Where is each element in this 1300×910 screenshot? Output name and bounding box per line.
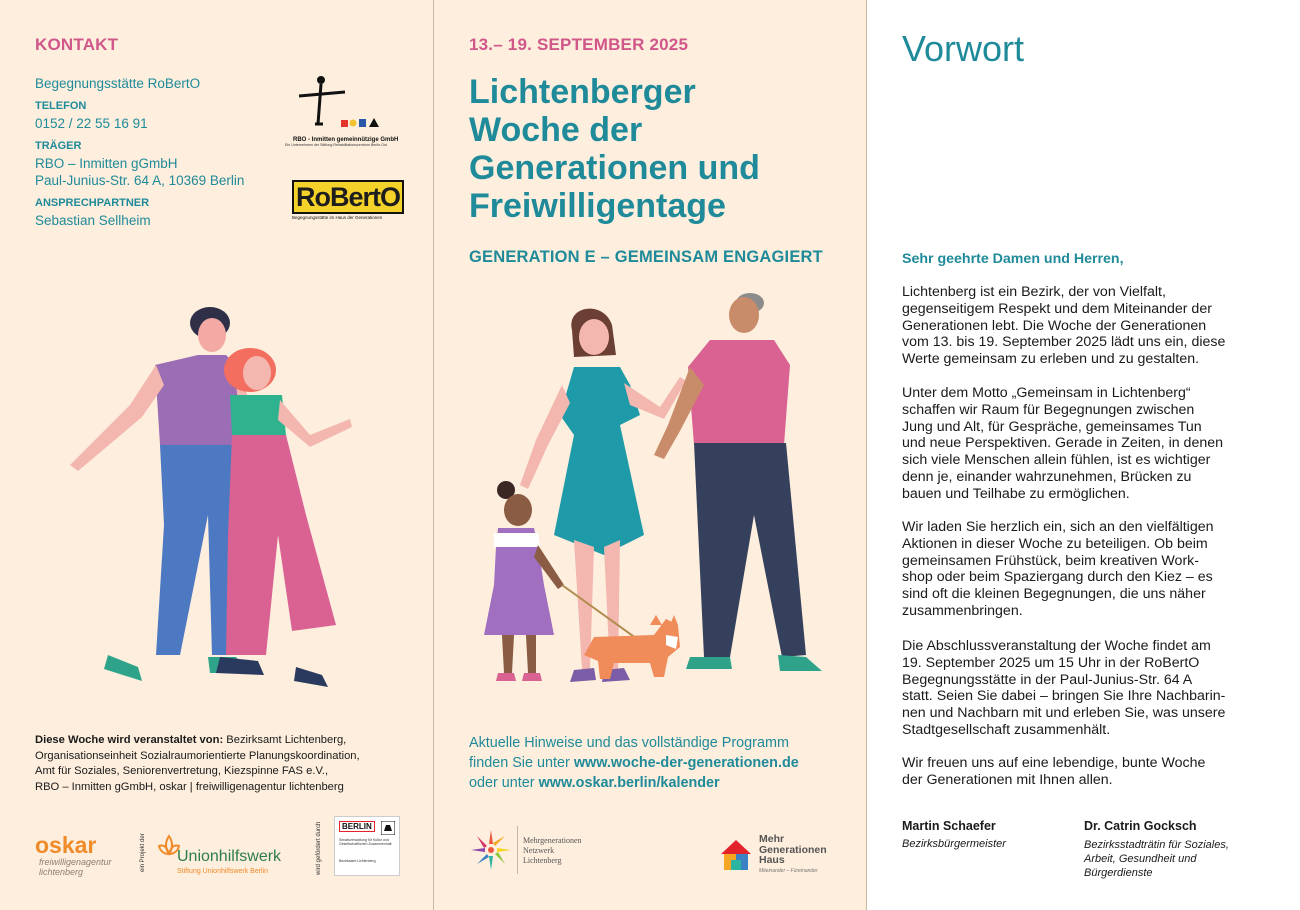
phone-label: TELEFON xyxy=(35,100,87,112)
berlin-logo xyxy=(334,816,400,876)
roberto-sub: Begegnungsstätte im Haus der Generationen xyxy=(292,215,383,220)
rbo-name: RBO - Inmitten gemeinnützige GmbH xyxy=(293,137,399,143)
mgn-line3: Lichtenberg xyxy=(523,856,562,865)
organizers-line2: Organisationseinheit Sozialraumorientierte Planungskoordination, xyxy=(35,749,360,762)
berlin-bear-icon xyxy=(381,821,395,835)
signer-2-name: Dr. Catrin Gocksch xyxy=(1084,819,1197,833)
info-line-3: oder unter xyxy=(469,775,539,791)
organizers-line3: Amt für Soziales, Seniorenvertretung, Kiezspinne FAS e.V., xyxy=(35,765,329,777)
oskar-wordmark: oskar xyxy=(35,832,97,858)
couple-illustration xyxy=(60,295,370,695)
mgn-logo xyxy=(469,826,599,876)
venue-name: Begegnungsstätte RoBertO xyxy=(35,76,201,91)
organizers-line4: RBO – Inmitten gGmbH, oskar | freiwilligenagentur lichtenberg xyxy=(35,780,344,793)
oskar-logo xyxy=(35,833,112,877)
signer-1-name: Martin Schaefer xyxy=(902,819,996,833)
project-of-label: ein Projekt der xyxy=(140,833,146,872)
title-line-4: Freiwilligentage xyxy=(469,187,726,225)
rbo-sub: Ein Unternehmen der Stiftung Rehabilitationszentrum Berlin-Ost xyxy=(285,143,387,147)
foreword-panel xyxy=(867,0,1300,910)
mgh-line4: Miteinander – Füreinander xyxy=(759,868,818,874)
program-info xyxy=(469,733,799,793)
rbo-logo xyxy=(285,72,405,152)
signer-2-role: Bezirksstadträtin für Soziales, Arbeit, Gesundheit und Bürgerdienste xyxy=(1084,839,1229,879)
website-link-2[interactable]: www.oskar.berlin/kalender xyxy=(538,775,720,791)
title-line-3: Generationen und xyxy=(469,149,760,187)
berlin-wordmark: BERLIN xyxy=(339,821,375,832)
family-illustration xyxy=(454,285,854,690)
roberto-logo xyxy=(292,182,404,226)
carrier-address: Paul-Junius-Str. 64 A, 10369 Berlin xyxy=(35,173,245,188)
mgh-line1: Mehr xyxy=(759,833,785,845)
contact-person: Sebastian Sellheim xyxy=(35,213,151,228)
cover-panel xyxy=(433,0,867,910)
foreword-paragraph-5: Wir freuen uns auf eine lebendige, bunte Woche der Generationen mit Ihnen allen. xyxy=(902,755,1206,788)
event-subtitle: GENERATION E – GEMEINSAM ENGAGIERT xyxy=(469,248,823,266)
organizers-lead: Diese Woche wird veranstaltet von: xyxy=(35,734,224,746)
organizers-text: Bezirksamt Lichtenberg, xyxy=(223,734,347,746)
mgn-text xyxy=(523,836,582,866)
contact-heading: KONTAKT xyxy=(35,35,119,54)
phone-number: 0152 / 22 55 16 91 xyxy=(35,116,148,131)
rbo-figure-icon xyxy=(285,72,405,132)
roberto-wordmark: RoBertO xyxy=(292,180,404,214)
salutation: Sehr geehrte Damen und Herren, xyxy=(902,251,1124,267)
title-line-1: Lichtenberger xyxy=(469,73,696,111)
info-line-2: finden Sie unter xyxy=(469,755,574,771)
signer-1-role: Bezirksbürgermeister xyxy=(902,838,1006,850)
oskar-sub1: freiwilligenagentur xyxy=(39,857,112,867)
website-link-1[interactable]: www.woche-der-generationen.de xyxy=(573,755,799,771)
mgh-line3: Haus xyxy=(759,854,785,866)
mgh-line2: Generationen xyxy=(759,843,827,856)
contact-person-label: ANSPRECHPARTNER xyxy=(35,197,150,209)
funded-by-label: wird gefördert durch xyxy=(316,821,322,875)
event-date: 13.– 19. SEPTEMBER 2025 xyxy=(469,35,689,54)
foreword-paragraph-1: Lichtenberg ist ein Bezirk, der von Vielfalt, gegenseitigem Respekt und dem Miteinander der Generationen lebt. Die Woche der Generationen vom 13. bis 19. September 2025 lädt uns ein, diese Werte gemeinsam zu erleben und zu gestalten. xyxy=(902,284,1226,368)
back-panel xyxy=(0,0,433,910)
carrier-label: TRÄGER xyxy=(35,140,82,152)
mgn-line1: Mehrgenerationen xyxy=(523,836,582,845)
foreword-title: Vorwort xyxy=(902,28,1025,69)
mgh-house-icon xyxy=(717,836,755,874)
mgn-line2: Netzwerk xyxy=(523,846,555,855)
berlin-sub1: Senatsverwaltung für Kultur und Gesellschaftlichen Zusammenhalt xyxy=(339,838,392,846)
unionhilfswerk-sub: Stiftung Unionhilfswerk Berlin xyxy=(177,868,269,875)
carrier-name: RBO – Inmitten gGmbH xyxy=(35,156,178,171)
foreword-paragraph-2: Unter dem Motto „Gemeinsam in Lichtenberg“ schaffen wir Raum für Begegnungen zwischen Jung und Alt, für Gespräche, gemeinsames Tun und neue Perspektiven. Gerade in Zeiten, in denen sich viele Menschen allein fühlen, ist es wichtiger denn je, einander wahrzunehmen, Brücken zu bauen und Teilhabe zu ermöglichen. xyxy=(902,385,1224,502)
event-title xyxy=(469,73,760,225)
mgn-sunburst-icon xyxy=(469,828,513,872)
organizers-block xyxy=(35,733,425,795)
title-line-2: Woche der xyxy=(469,111,643,149)
mgh-logo xyxy=(717,834,837,878)
unionhilfswerk-wordmark: Unionhilfswerk xyxy=(177,848,282,865)
mgh-text xyxy=(759,834,827,866)
foreword-paragraph-4: Die Abschlussveranstaltung der Woche findet am 19. September 2025 um 15 Uhr in der RoBertO Begegnungsstätte in der Paul-Junius-Str. 64 A statt. Seien Sie dabei – bringen Sie Ihre Nachbarin- nen und Nachbarn mit und erleben Sie, was unsere Stadtgesellschaft zusammenhält. xyxy=(902,638,1226,738)
foreword-paragraph-3: Wir laden Sie herzlich ein, sich an den vielfältigen Aktionen in dieser Woche zu beteiligen. Ob beim gemeinsamen Frühstück, beim kreativen Work- shop oder beim Spaziergang durch den Kiez – es sind oft die kleinen Begegnungen, die uns näher zusammenbringen. xyxy=(902,519,1214,619)
berlin-sub2: Bezirksamt Lichtenberg xyxy=(339,859,376,863)
info-line-1: Aktuelle Hinweise und das vollständige Programm xyxy=(469,735,789,751)
oskar-sub2: lichtenberg xyxy=(39,867,84,877)
